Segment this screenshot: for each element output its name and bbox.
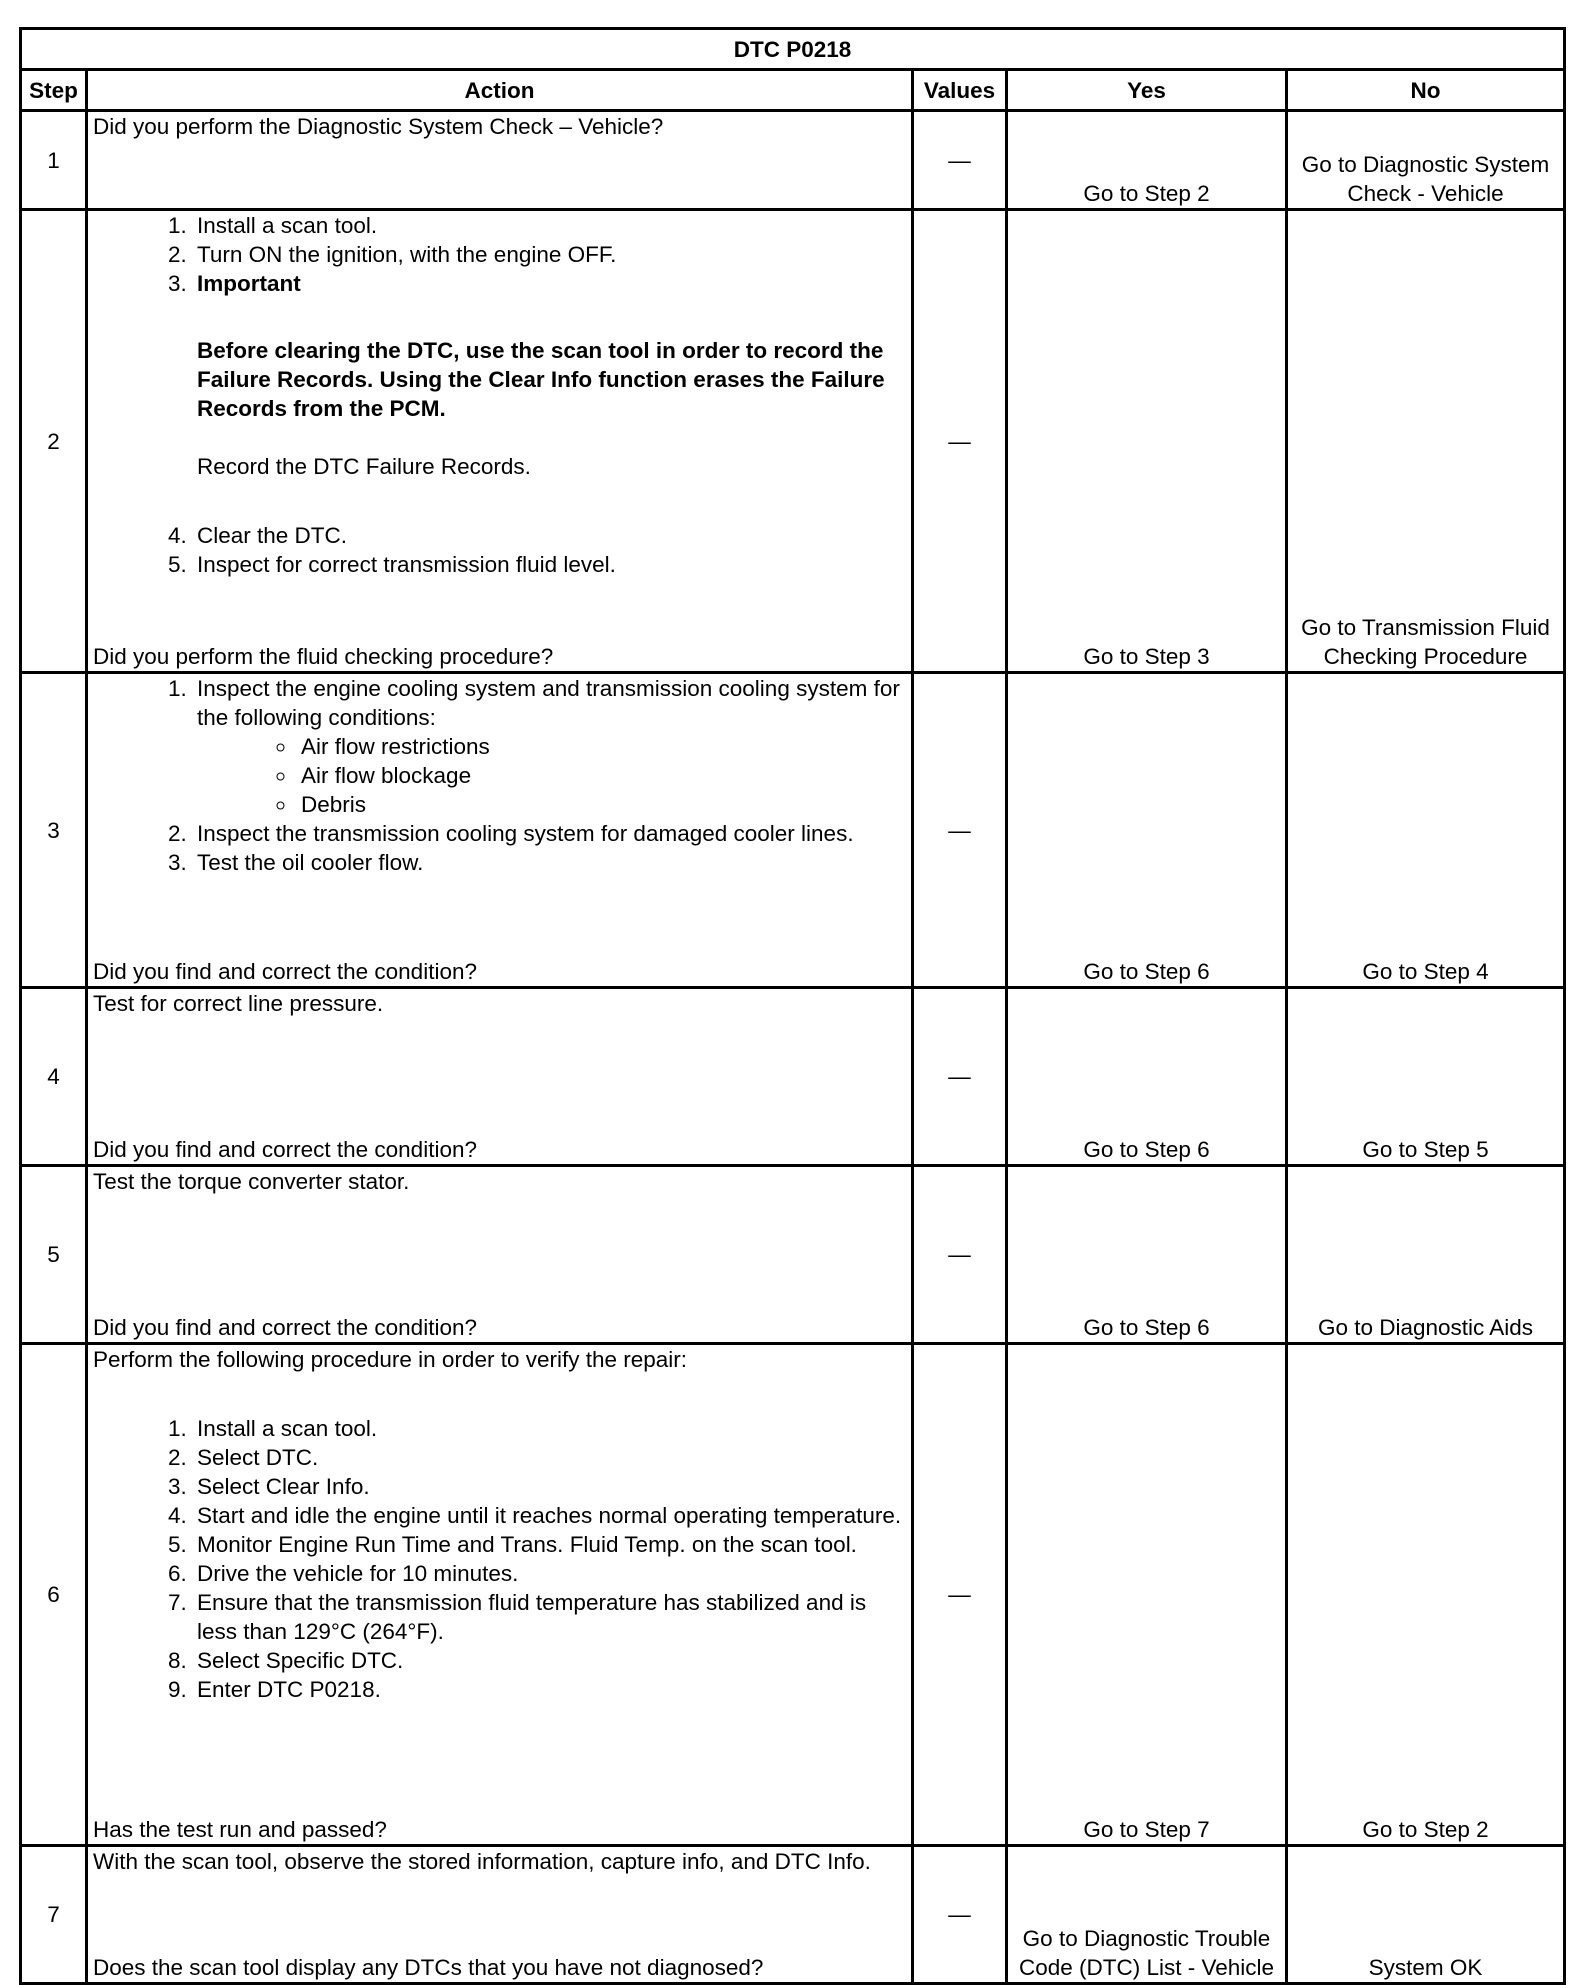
values-cell: — — [913, 111, 1007, 210]
list-item: 2. Select DTC. — [193, 1443, 906, 1472]
values-cell: — — [913, 210, 1007, 673]
values-cell: — — [913, 1166, 1007, 1344]
list-item: 8. Select Specific DTC. — [193, 1646, 906, 1675]
list-item: 7. Ensure that the transmission fluid temperature has stabilized and is less than 129°C (264°F). — [193, 1588, 906, 1646]
list-item: 2. Inspect the transmission cooling system for damaged cooler lines. — [193, 819, 906, 848]
important-note: Before clearing the DTC, use the scan tool in order to record the Failure Records. Using the Clear Info function erases the Failure Records from the PCM. — [197, 338, 885, 421]
list-item: 6. Drive the vehicle for 10 minutes. — [193, 1559, 906, 1588]
action-question: Does the scan tool display any DTCs that you have not diagnosed? — [93, 1955, 764, 1980]
action-cell — [87, 210, 913, 673]
no-cell: Go to Transmission Fluid Checking Procedure — [1287, 210, 1565, 673]
header-values: Values — [913, 70, 1007, 111]
table-row-step-5 — [21, 1166, 1565, 1344]
yes-cell: Go to Diagnostic Trouble Code (DTC) List - Vehicle — [1007, 1846, 1287, 1984]
title-row — [21, 29, 1565, 70]
action-question: Did you perform the fluid checking procedure? — [93, 644, 554, 669]
sub-list-item: ◦ Air flow blockage — [297, 761, 906, 790]
values-cell: — — [913, 1846, 1007, 1984]
condition-list — [197, 732, 906, 819]
table-row-step-3 — [21, 673, 1565, 988]
dtc-table — [19, 27, 1566, 1985]
yes-cell: Go to Step 2 — [1007, 111, 1287, 210]
table-row-step-2 — [21, 210, 1565, 673]
no-cell: System OK — [1287, 1846, 1565, 1984]
action-cell — [87, 1344, 913, 1846]
action-intro: Test the torque converter stator. — [93, 1169, 410, 1194]
important-heading: 3. Important — [197, 271, 301, 296]
header-yes: Yes — [1007, 70, 1287, 111]
list-item — [193, 269, 906, 481]
sub-list-item: ◦ Air flow restrictions — [297, 732, 906, 761]
list-item: 3. Test the oil cooler flow. — [193, 848, 906, 877]
header-action: Action — [87, 70, 913, 111]
action-steps — [93, 674, 906, 877]
list-item: 4. Start and idle the engine until it reaches normal operating temperature. — [193, 1501, 906, 1530]
list-item: 4. Clear the DTC. — [193, 521, 906, 550]
no-cell: Go to Diagnostic Aids — [1287, 1166, 1565, 1344]
yes-cell: Go to Step 6 — [1007, 1166, 1287, 1344]
no-cell: Go to Step 5 — [1287, 988, 1565, 1166]
list-item-text: Inspect the engine cooling system and transmission cooling system for the following conditions: — [197, 676, 900, 730]
action-cell — [87, 673, 913, 988]
yes-cell: Go to Step 3 — [1007, 210, 1287, 673]
values-cell: — — [913, 988, 1007, 1166]
action-question: Has the test run and passed? — [93, 1817, 387, 1842]
table-title: DTC P0218 — [21, 29, 1565, 70]
action-cell — [87, 111, 913, 210]
action-cell — [87, 988, 913, 1166]
step-number: 2 — [21, 210, 87, 673]
no-cell: Go to Diagnostic System Check - Vehicle — [1287, 111, 1565, 210]
list-item: 1. Install a scan tool. — [193, 211, 906, 240]
table-row-step-1 — [21, 111, 1565, 210]
no-cell: Go to Step 4 — [1287, 673, 1565, 988]
step-number: 5 — [21, 1166, 87, 1344]
no-cell: Go to Step 2 — [1287, 1344, 1565, 1846]
action-cell — [87, 1166, 913, 1344]
step-number: 4 — [21, 988, 87, 1166]
action-question: Did you find and correct the condition? — [93, 1315, 477, 1340]
sub-list-item: ◦ Debris — [297, 790, 906, 819]
action-intro: With the scan tool, observe the stored information, capture info, and DTC Info. — [93, 1849, 871, 1874]
list-item: 5. Monitor Engine Run Time and Trans. Fluid Temp. on the scan tool. — [193, 1530, 906, 1559]
list-item: 5. Inspect for correct transmission fluid level. — [193, 550, 906, 579]
step-number: 6 — [21, 1344, 87, 1846]
table-row-step-4 — [21, 988, 1565, 1166]
action-question: Did you find and correct the condition? — [93, 1137, 477, 1162]
step-number: 1 — [21, 111, 87, 210]
list-item: 3. Select Clear Info. — [193, 1472, 906, 1501]
step-number: 7 — [21, 1846, 87, 1984]
action-question: Did you find and correct the condition? — [93, 959, 477, 984]
action-cell — [87, 1846, 913, 1984]
values-cell: — — [913, 1344, 1007, 1846]
yes-cell: Go to Step 6 — [1007, 988, 1287, 1166]
list-item: 9. Enter DTC P0218. — [193, 1675, 906, 1704]
header-step: Step — [21, 70, 87, 111]
list-item: 1. Install a scan tool. — [193, 1414, 906, 1443]
step-number: 3 — [21, 673, 87, 988]
action-intro: Test for correct line pressure. — [93, 991, 384, 1016]
action-intro: Perform the following procedure in order to verify the repair: — [93, 1347, 688, 1372]
table-row-step-6 — [21, 1344, 1565, 1846]
header-row — [21, 70, 1565, 111]
header-no: No — [1287, 70, 1565, 111]
values-cell: — — [913, 673, 1007, 988]
important-text: Record the DTC Failure Records. — [197, 454, 531, 479]
table-row-step-7 — [21, 1846, 1565, 1984]
action-intro: Did you perform the Diagnostic System Check – Vehicle? — [93, 114, 664, 139]
list-item: 2. Turn ON the ignition, with the engine OFF. — [193, 240, 906, 269]
action-steps — [93, 211, 906, 579]
yes-cell: Go to Step 6 — [1007, 673, 1287, 988]
list-item — [193, 674, 906, 819]
action-steps — [93, 1414, 906, 1704]
yes-cell: Go to Step 7 — [1007, 1344, 1287, 1846]
